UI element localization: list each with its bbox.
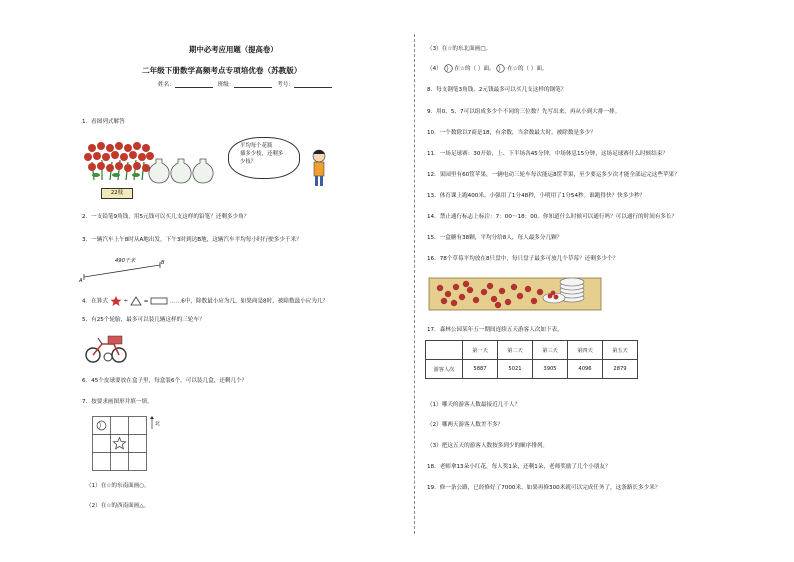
speech-bubble-text xyxy=(240,142,283,166)
question-10: 10．一个数除以7商是18，有余数，当余数最大时，被除数是多少？ xyxy=(427,130,596,136)
girl-illustration xyxy=(307,148,331,188)
question-3: 3．一辆汽车上午8时从A地出发，下午3时到达B地，这辆汽车平均每小时行驶多少千米？ xyxy=(82,237,302,243)
question-8: 8．每支钢笔3角钱，2元钱最多可以买几支这样的钢笔？ xyxy=(427,87,567,93)
table-row-label: 游客人次 xyxy=(426,360,463,379)
table-cell: 4096 xyxy=(568,360,603,379)
question-7-4-prefix: （4） xyxy=(427,66,442,72)
name-field[interactable] xyxy=(175,81,213,88)
column-divider xyxy=(414,34,415,534)
table-header-cell: 第三天 xyxy=(533,341,568,360)
triangle-icon xyxy=(130,296,142,306)
question-14: 14．禁止通行标志上标注：7：00～18：00。你知道什么时候可以通行吗？可以通行的时间有多长？ xyxy=(427,214,678,220)
tricycle-illustration xyxy=(84,332,128,364)
question-11: 11．一场足球赛：30开始，上、下半场各45分钟，中场休息15分钟，这场足球赛什么时候结束？ xyxy=(427,151,669,157)
vases-illustration xyxy=(146,157,216,185)
flowers-illustration xyxy=(82,140,156,188)
id-field[interactable] xyxy=(294,81,332,88)
question-2: 2．一支铅笔9角钱，用5元钱可以买几支这样的铅笔？还剩多少角？ xyxy=(82,214,250,220)
point-a-label: A xyxy=(79,278,83,284)
name-label: 姓名： xyxy=(158,82,175,88)
star-outline-icon xyxy=(113,438,125,449)
page-title: 期中必考应用题（提高卷） xyxy=(189,45,278,54)
visitor-table xyxy=(425,340,638,379)
star-icon xyxy=(110,296,122,306)
question-7-2: （2）在☆的西南面画△。 xyxy=(86,503,150,509)
speech-line: 少枝？ xyxy=(240,159,257,165)
table-cell: 2879 xyxy=(603,360,638,379)
question-7-1: （1）在☆的东南面画○。 xyxy=(86,483,150,489)
ball-icon xyxy=(97,421,106,430)
rectangle-icon xyxy=(150,297,168,305)
table-cell: 5887 xyxy=(463,360,498,379)
question-6: 6．45个皮球要放在盒子里，每盒装6个，可以装几盒，还剩几个？ xyxy=(82,378,248,384)
table-cell: 5021 xyxy=(498,360,533,379)
question-4-start: 4．在算式 xyxy=(82,298,108,305)
table-header-row xyxy=(426,341,638,360)
question-17: 17．森林公园某年五一期间连续五天游客人次如下表。 xyxy=(427,327,563,333)
question-17-2: （2）哪两天游客人数差不多？ xyxy=(427,422,504,428)
table-header-cell: 第一天 xyxy=(463,341,498,360)
ball-icon xyxy=(496,64,505,73)
table-row xyxy=(426,360,638,379)
question-7: 7．按要求画图形并填一填。 xyxy=(82,399,153,405)
question-15: 15．一盒糖有38颗，平均分给8人，每人最多分几颗？ xyxy=(427,235,563,241)
flower-count-box: 22枝 xyxy=(101,188,133,199)
question-17-1: （1）哪天的游客人数最接近几千人？ xyxy=(427,402,521,408)
vase-icon xyxy=(193,159,213,183)
table-header-cell: 第五天 xyxy=(603,341,638,360)
question-7-4 xyxy=(427,64,548,73)
question-7-3: （3）在☆的东北面画□。 xyxy=(427,46,492,52)
question-19: 19．修一条公路，已经修好了7000米，如果再修300米就可以完成任务了，这条路长多少米？ xyxy=(427,485,661,491)
page-subtitle: 二年级下册数学高频考点专项培优卷（苏教版） xyxy=(142,66,302,75)
table-header-cell: 第二天 xyxy=(498,341,533,360)
class-field[interactable] xyxy=(234,81,272,88)
question-13: 13．体育课上跑400米，小强用了1分48秒，小明用了1分54秒。谁跑得快？快多少秒？ xyxy=(427,193,646,199)
direction-grid xyxy=(92,416,156,472)
strawberry-tray-illustration xyxy=(428,272,604,312)
distance-label: 490千米 xyxy=(115,258,136,264)
ball-icon xyxy=(444,64,453,73)
table-header-cell: 第四天 xyxy=(568,341,603,360)
north-label: 北 xyxy=(155,421,161,427)
speech-line: 平均每个花瓶 xyxy=(240,143,273,149)
vase-icon xyxy=(171,159,191,183)
question-17-3: （3）把这五天的游客人数按多到少的顺序排列。 xyxy=(427,443,549,449)
flower-bunch xyxy=(84,142,154,180)
id-label: 考号： xyxy=(277,82,294,88)
question-5: 5．有25个轮胎，最多可以装几辆这样的三轮车？ xyxy=(82,317,205,323)
question-9: 9．用0、5、7可以组成多少个不同的三位数？先写出来，再从小到大排一排。 xyxy=(427,109,621,115)
point-b-label: B xyxy=(161,260,165,266)
table-header-cell xyxy=(426,341,463,360)
table-cell: 3905 xyxy=(533,360,568,379)
class-label: 班级： xyxy=(217,82,235,88)
question-16: 16．78个草莓平均放在8只盘中，每只盘子最多可放几个草莓？还剩多少个？ xyxy=(427,256,619,262)
vase-icon xyxy=(149,159,169,183)
question-4-rest: ……6中，除数最小应为几，如果商是8时，被除数最小应为几？ xyxy=(170,298,329,305)
student-info-line xyxy=(158,80,332,88)
question-7-4-part2: 在☆的（ ）面。 xyxy=(507,66,548,72)
question-18: 18．老师拿13朵小红花，每人奖1朵，还剩1朵，老师奖励了几个小朋友？ xyxy=(427,464,611,470)
question-1: 1．看图列式解答 xyxy=(82,119,125,125)
question-12: 12．果园里有60筐苹果，一辆电动三轮车每次能运8筐苹果，至少要运多少次才能全部运完这些苹果？ xyxy=(427,172,680,178)
question-7-4-part1: 在☆的（ ）面， xyxy=(454,66,495,72)
speech-line: 插多少枝，还剩多 xyxy=(240,151,284,157)
question-4: 4．在算式 ÷ = ……6中，除数最小应为几，如果商是8时，被除数最小应为几？ xyxy=(82,296,328,306)
